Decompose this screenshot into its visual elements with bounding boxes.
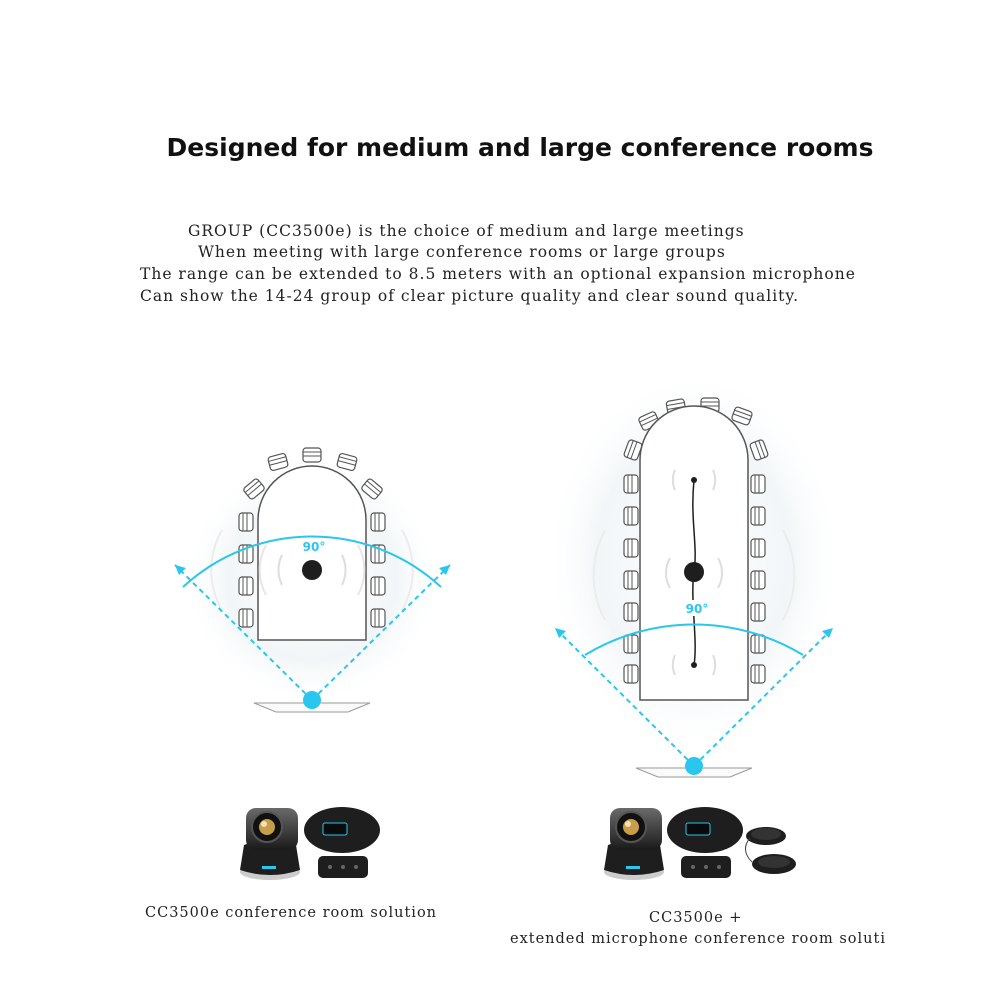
right-angle-label: 90° <box>685 602 709 616</box>
description-line-3: The range can be extended to 8.5 meters with an optional expansion microphone <box>140 265 856 283</box>
right-caption-line-1: CC3500e + <box>649 910 743 926</box>
left-product-image <box>240 807 380 880</box>
speakerphone-icon <box>302 560 322 580</box>
left-angle-label: 90° <box>302 540 326 554</box>
description-line-4: Can show the 14-24 group of clear picture quality and clear sound quality. <box>140 287 800 305</box>
expansion-mic-icon <box>691 662 697 668</box>
right-caption-line-2: extended microphone conference room soluti <box>510 931 886 947</box>
left-caption: CC3500e conference room solution <box>145 905 438 921</box>
expansion-mic-icon <box>691 477 697 483</box>
left-room-diagram <box>175 448 450 712</box>
right-product-image <box>604 807 796 880</box>
camera-position-icon <box>303 691 321 709</box>
page-title: Designed for medium and large conference rooms <box>166 133 874 162</box>
camera-position-icon <box>685 757 703 775</box>
description-line-1: GROUP (CC3500e) is the choice of medium and large meetings <box>188 222 745 240</box>
description-line-2: When meeting with large conference rooms or large groups <box>198 243 726 261</box>
speakerphone-icon <box>684 562 704 582</box>
right-room-diagram <box>544 370 844 777</box>
